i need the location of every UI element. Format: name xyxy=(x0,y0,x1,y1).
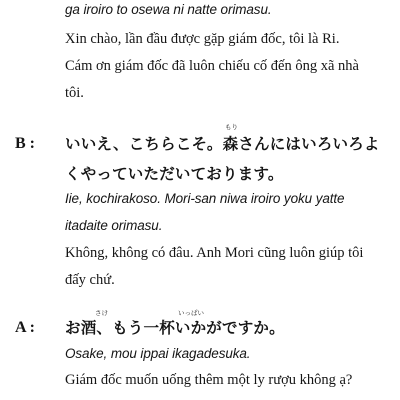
romaji-line: Iie, kochirakoso. Mori-san niwa iroiro yoku yatte xyxy=(65,191,345,206)
vietnamese-line: Xin chào, lần đầu được gặp giám đốc, tôi là Ri. xyxy=(65,31,340,47)
vietnamese-line: Không, không có đâu. Anh Mori cũng luôn giúp tôi xyxy=(65,245,364,261)
japanese-line: お酒、もう一杯いかがですか。 xyxy=(65,319,285,337)
speaker-label-b: B : xyxy=(15,135,35,152)
vietnamese-line: Cám ơn giám đốc đã luôn chiếu cố đến ông xã nhà xyxy=(65,58,359,74)
vietnamese-line: Giám đốc muốn uống thêm một ly rượu không ạ? xyxy=(65,372,353,388)
vietnamese-line: đấy chứ. xyxy=(65,272,115,288)
furigana: さけ xyxy=(95,309,108,317)
vietnamese-line: tôi. xyxy=(65,85,84,101)
romaji-line: Osake, mou ippai ikagadesuka. xyxy=(65,346,251,361)
romaji-line: itadaite orimasu. xyxy=(65,218,163,233)
japanese-line: いいえ、こちらこそ。森さんにはいろいろよ xyxy=(65,135,380,153)
speaker-label-a: A : xyxy=(15,319,35,336)
furigana: いっぱい xyxy=(178,309,204,317)
furigana: もり xyxy=(225,123,238,131)
romaji-line: ga iroiro to osewa ni natte orimasu. xyxy=(65,2,272,17)
japanese-line: くやっていただいております。 xyxy=(65,165,284,183)
